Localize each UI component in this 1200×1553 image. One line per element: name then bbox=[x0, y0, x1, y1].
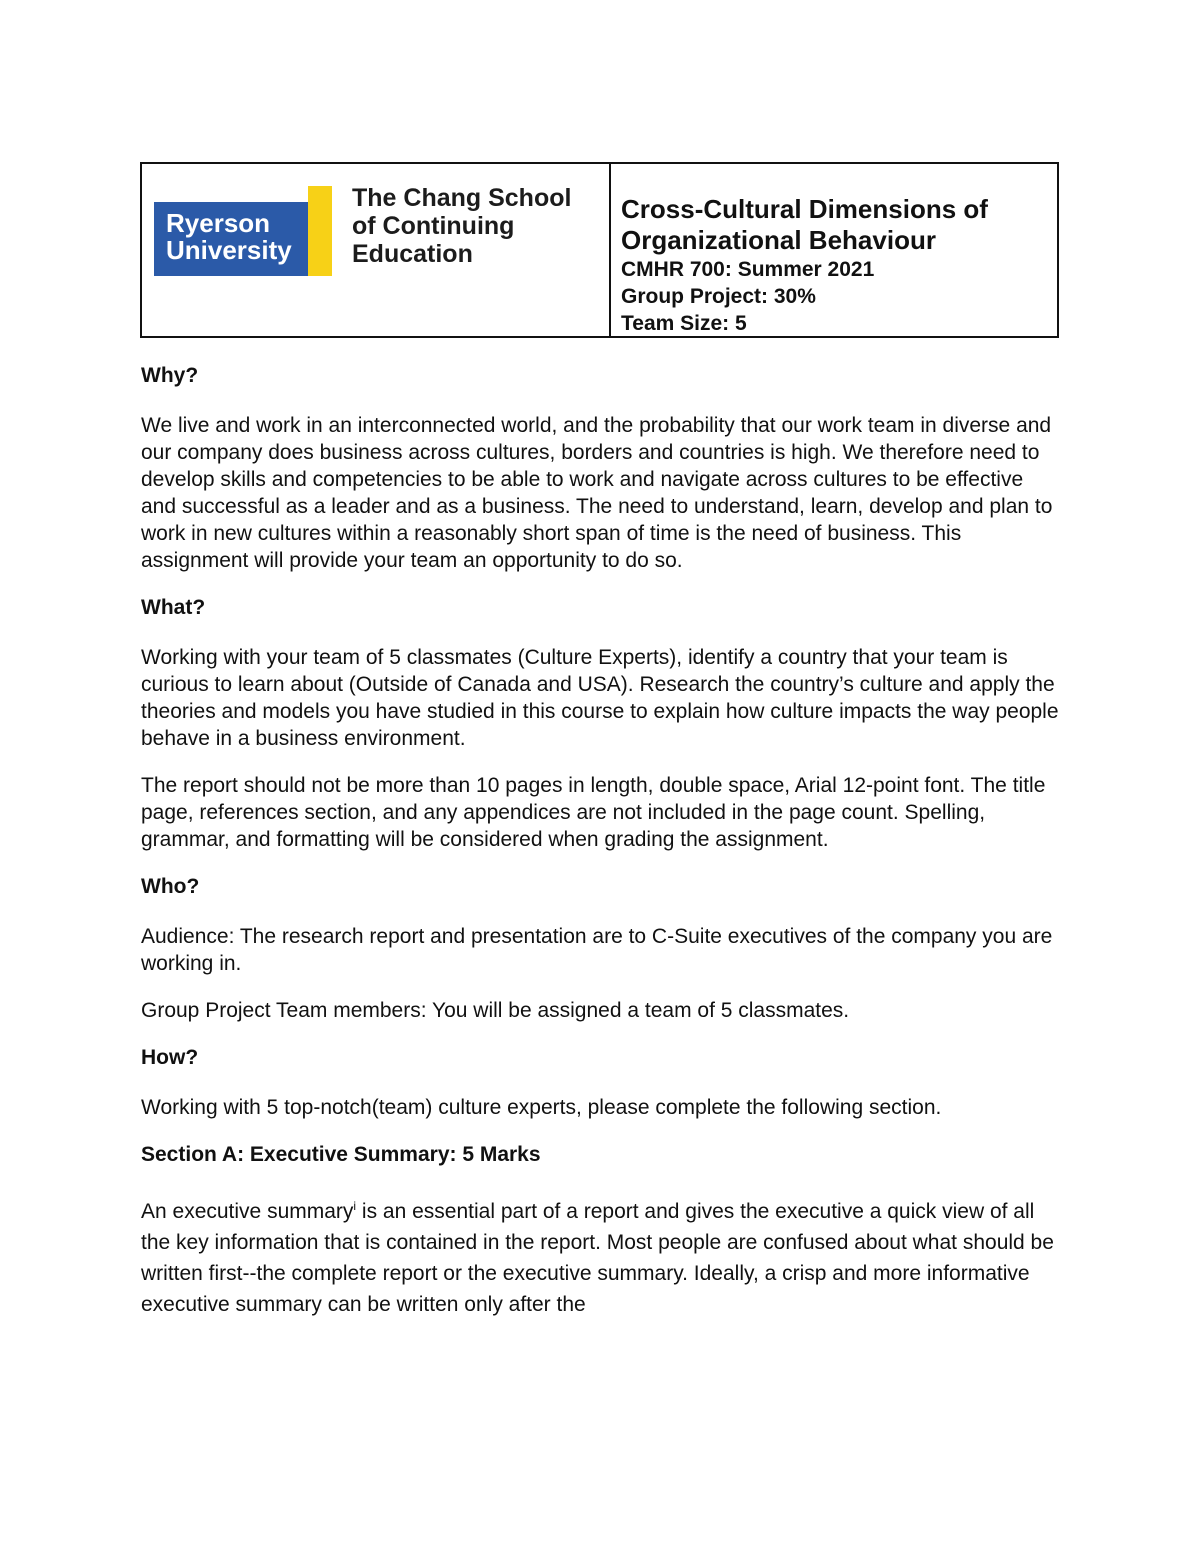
how-paragraph: Working with 5 top-notch(team) culture experts, please complete the following section. bbox=[141, 1096, 942, 1119]
course-code: CMHR 700: Summer 2021 bbox=[621, 258, 875, 281]
why-paragraph: We live and work in an interconnected world, and the probability that our work team in diverse and our company does business across cultures, borders and countries is high. We therefore need to develop skills and competencies to be able to work and navigate across cultures to be effective and successful as a leader and as a business. The need to understand, learn, develop and plan to work in new cultures within a reasonably short span of time is the need of business. This assignment will provide your team an opportunity to do so. bbox=[141, 414, 1053, 572]
team-size: Team Size: 5 bbox=[621, 312, 747, 335]
logo-yellow-bar bbox=[308, 186, 332, 276]
chang-school-name: The Chang School of Continuing Education bbox=[352, 184, 572, 268]
section-a-text-end: is an essential part of a report and gives the executive a quick view of all the key information that is contained in the report. Most people are confused about what should be written first--the complete report or the executive summary. Ideally, a crisp and more informative executive summary can be written only after the bbox=[141, 1200, 1054, 1316]
header-table bbox=[140, 162, 1059, 338]
section-a-text-start: An executive summary bbox=[141, 1200, 354, 1223]
logo-line2: University bbox=[166, 235, 292, 265]
endnote-marker[interactable]: i bbox=[353, 1199, 357, 1213]
project-weight: Group Project: 30% bbox=[621, 285, 816, 308]
what-paragraph-2: The report should not be more than 10 pages in length, double space, Arial 12-point font. The title page, references section, and any appendices are not included in the page count. Spelling, grammar, and formatting will be considered when grading the assignment. bbox=[141, 774, 1046, 851]
section-a-heading: Section A: Executive Summary: 5 Marks bbox=[141, 1143, 541, 1166]
what-paragraph-1: Working with your team of 5 classmates (Culture Experts), identify a country that your team is curious to learn about (Outside of Canada and USA). Research the country’s culture and apply the theories and models you have studied in this course to explain how culture impacts the way people behave in a business environment. bbox=[141, 646, 1059, 750]
course-info-cell bbox=[611, 164, 1057, 336]
who-paragraph-1: Audience: The research report and presentation are to C-Suite executives of the company you are working in. bbox=[141, 925, 1053, 975]
who-heading: Who? bbox=[141, 875, 200, 898]
what-heading: What? bbox=[141, 596, 206, 619]
course-title-line1: Cross-Cultural Dimensions of bbox=[621, 194, 988, 224]
logo-cell bbox=[142, 164, 611, 336]
why-heading: Why? bbox=[141, 364, 199, 387]
ryerson-logo bbox=[154, 202, 320, 276]
document-body bbox=[141, 362, 1061, 1340]
logo-line1: Ryerson bbox=[166, 208, 271, 238]
how-heading: How? bbox=[141, 1046, 199, 1069]
section-a-body bbox=[141, 1191, 1061, 1320]
section-a-paragraph bbox=[141, 1191, 1061, 1320]
who-paragraph-2: Group Project Team members: You will be assigned a team of 5 classmates. bbox=[141, 999, 850, 1022]
course-title-line2: Organizational Behaviour bbox=[621, 225, 936, 255]
